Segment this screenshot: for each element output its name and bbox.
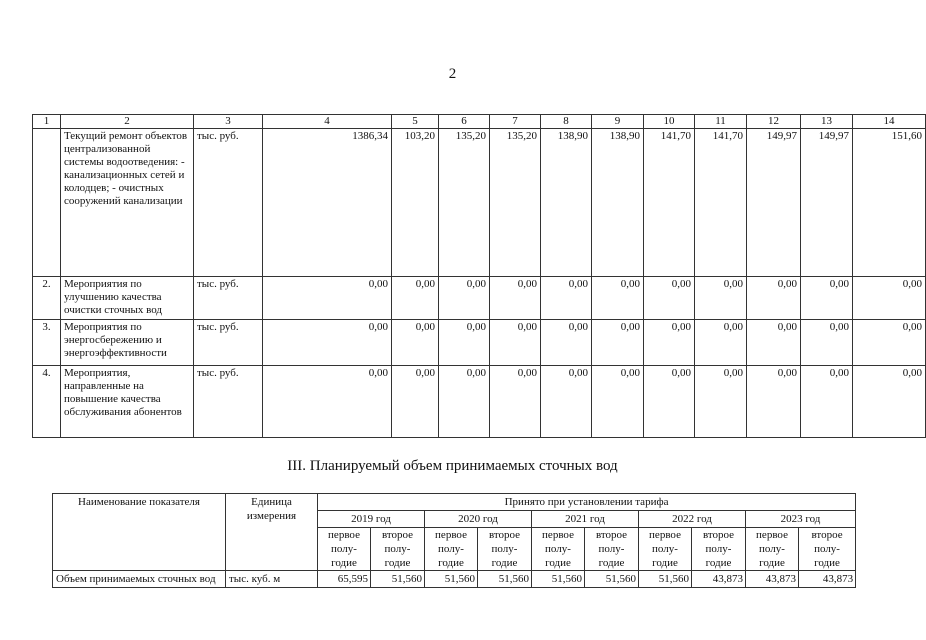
- value-cell: 0,00: [439, 320, 490, 366]
- value-cell: 149,97: [747, 129, 801, 277]
- measure-name: Текущий ремонт объектов централизованной системы водоотведения: - канализационных сетей и колодцев; - очистных сооружений канализации: [61, 129, 194, 277]
- value-cell: 0,00: [801, 366, 853, 438]
- measure-name: Мероприятия, направленные на повышение качества обслуживания абонентов: [61, 366, 194, 438]
- volume-value: 51,560: [585, 571, 639, 588]
- value-cell: 0,00: [490, 320, 541, 366]
- measure-unit: тыс. руб.: [194, 277, 263, 320]
- unit-header: Единица измерения: [226, 494, 318, 571]
- year-header: 2021 год: [532, 511, 639, 528]
- value-cell: 135,20: [439, 129, 490, 277]
- value-cell: 0,00: [747, 366, 801, 438]
- column-number: 8: [541, 115, 592, 129]
- measure-unit: тыс. руб.: [194, 366, 263, 438]
- volume-value: 51,560: [478, 571, 532, 588]
- table-row: [33, 277, 926, 320]
- column-number: 9: [592, 115, 644, 129]
- measure-name: Мероприятия по энергосбережению и энергоэффективности: [61, 320, 194, 366]
- value-cell: 0,00: [592, 366, 644, 438]
- value-cell: 0,00: [695, 277, 747, 320]
- value-cell: 0,00: [541, 320, 592, 366]
- tariff-group-header: Принято при установлении тарифа: [318, 494, 856, 511]
- volume-value: 43,873: [692, 571, 746, 588]
- measure-unit: тыс. руб.: [194, 129, 263, 277]
- year-header: 2019 год: [318, 511, 425, 528]
- expenses-table: [32, 114, 926, 438]
- column-number: 13: [801, 115, 853, 129]
- value-cell: 0,00: [439, 277, 490, 320]
- value-cell: 1386,34: [263, 129, 392, 277]
- value-cell: 103,20: [392, 129, 439, 277]
- value-cell: 0,00: [490, 277, 541, 320]
- value-cell: 0,00: [392, 366, 439, 438]
- value-cell: 0,00: [853, 277, 926, 320]
- indicator-name-header: Наименование показателя: [53, 494, 226, 571]
- page-number: 2: [448, 66, 457, 82]
- volume-value: 43,873: [746, 571, 799, 588]
- year-header: 2023 год: [746, 511, 856, 528]
- value-cell: 0,00: [592, 320, 644, 366]
- volume-value: 51,560: [532, 571, 585, 588]
- value-cell: 149,97: [801, 129, 853, 277]
- first-half-header: первое полу- годие: [318, 528, 371, 571]
- column-number: 12: [747, 115, 801, 129]
- second-half-header: второе полу- годие: [585, 528, 639, 571]
- value-cell: 141,70: [644, 129, 695, 277]
- column-number: 7: [490, 115, 541, 129]
- value-cell: 0,00: [644, 366, 695, 438]
- value-cell: 0,00: [747, 277, 801, 320]
- first-half-header: первое полу- годие: [425, 528, 478, 571]
- indicator-unit: тыс. куб. м: [226, 571, 318, 588]
- volume-value: 43,873: [799, 571, 856, 588]
- value-cell: 0,00: [801, 320, 853, 366]
- value-cell: 0,00: [592, 277, 644, 320]
- row-index: [33, 129, 61, 277]
- value-cell: 0,00: [263, 320, 392, 366]
- column-number: 6: [439, 115, 490, 129]
- value-cell: 151,60: [853, 129, 926, 277]
- section-title: III. Планируемый объем принимаемых сточных вод: [287, 458, 618, 474]
- value-cell: 138,90: [592, 129, 644, 277]
- row-index: 4.: [33, 366, 61, 438]
- value-cell: 0,00: [541, 277, 592, 320]
- column-number: 1: [33, 115, 61, 129]
- row-index: 3.: [33, 320, 61, 366]
- volume-value: 65,595: [318, 571, 371, 588]
- year-header: 2022 год: [639, 511, 746, 528]
- value-cell: 135,20: [490, 129, 541, 277]
- volume-value: 51,560: [371, 571, 425, 588]
- wastewater-volume-table: [52, 493, 856, 588]
- table2-data-row: [53, 571, 856, 588]
- value-cell: 0,00: [853, 320, 926, 366]
- volume-value: 51,560: [639, 571, 692, 588]
- column-number: 10: [644, 115, 695, 129]
- volume-value: 51,560: [425, 571, 478, 588]
- value-cell: 0,00: [541, 366, 592, 438]
- table-row: [33, 320, 926, 366]
- value-cell: 0,00: [644, 277, 695, 320]
- value-cell: 0,00: [439, 366, 490, 438]
- row-index: 2.: [33, 277, 61, 320]
- year-header: 2020 год: [425, 511, 532, 528]
- second-half-header: второе полу- годие: [371, 528, 425, 571]
- table-row: [33, 366, 926, 438]
- value-cell: 0,00: [263, 366, 392, 438]
- second-half-header: второе полу- годие: [799, 528, 856, 571]
- column-number: 3: [194, 115, 263, 129]
- table2-header-row: [53, 494, 856, 511]
- second-half-header: второе полу- годие: [692, 528, 746, 571]
- indicator-name: Объем принимаемых сточных вод: [53, 571, 226, 588]
- value-cell: 0,00: [801, 277, 853, 320]
- column-number: 4: [263, 115, 392, 129]
- value-cell: 0,00: [490, 366, 541, 438]
- value-cell: 0,00: [263, 277, 392, 320]
- value-cell: 0,00: [695, 366, 747, 438]
- value-cell: 141,70: [695, 129, 747, 277]
- column-number: 14: [853, 115, 926, 129]
- column-number: 5: [392, 115, 439, 129]
- first-half-header: первое полу- годие: [532, 528, 585, 571]
- first-half-header: первое полу- годие: [639, 528, 692, 571]
- value-cell: 0,00: [747, 320, 801, 366]
- first-half-header: первое полу- годие: [746, 528, 799, 571]
- value-cell: 0,00: [392, 277, 439, 320]
- value-cell: 138,90: [541, 129, 592, 277]
- value-cell: 0,00: [644, 320, 695, 366]
- column-number: 2: [61, 115, 194, 129]
- second-half-header: второе полу- годие: [478, 528, 532, 571]
- value-cell: 0,00: [695, 320, 747, 366]
- value-cell: 0,00: [392, 320, 439, 366]
- measure-name: Мероприятия по улучшению качества очистки сточных вод: [61, 277, 194, 320]
- table-row: [33, 129, 926, 277]
- measure-unit: тыс. руб.: [194, 320, 263, 366]
- value-cell: 0,00: [853, 366, 926, 438]
- column-number: 11: [695, 115, 747, 129]
- column-number-row: [33, 115, 926, 129]
